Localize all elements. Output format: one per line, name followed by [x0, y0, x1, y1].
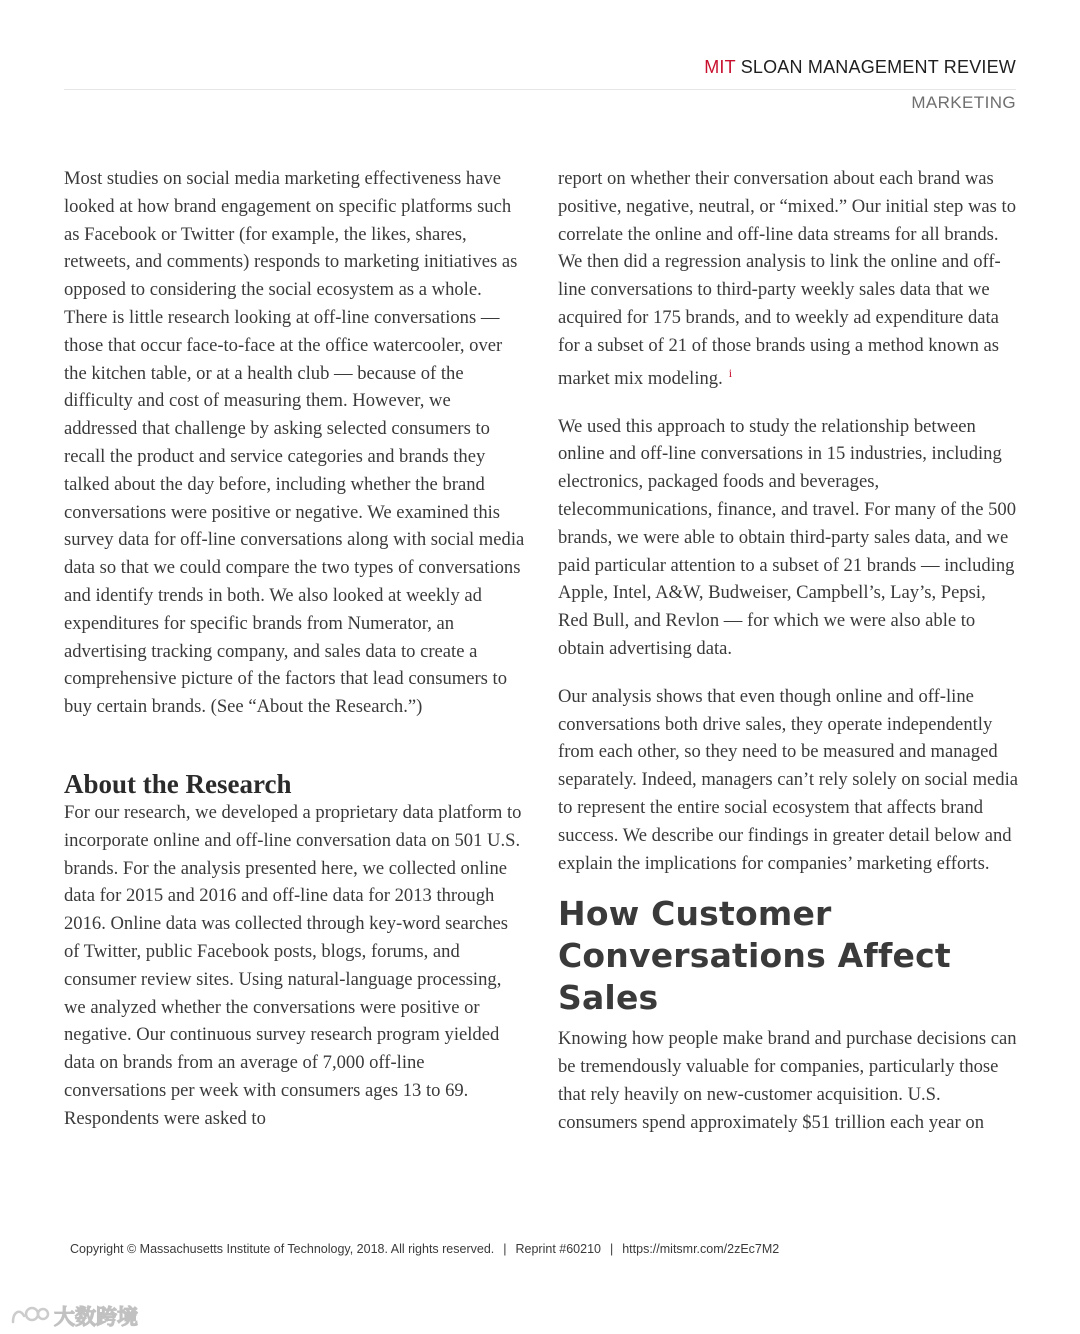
footnote-link[interactable]: i	[728, 365, 733, 380]
industries-paragraph: We used this approach to study the relationship between online and off-line conversations in 15 industries, including electronics, packaged foods and beverages, telecommunications, finance, and travel. For many of the 500 brands, we were able to obtain third-party sales data, and we paid particular attention to a subset of 21 brands — including Apple, Intel, A&W, Budweiser, Campbell’s, Lay’s, Pepsi, Red Bull, and Revlon — for which we were also able to obtain advertising data.	[558, 415, 1016, 659]
masthead-title: SLOAN MANAGEMENT REVIEW	[740, 57, 1016, 77]
right-column	[558, 165, 1020, 1137]
publication-masthead	[704, 57, 1016, 78]
methodology-text: report on whether their conversation about each brand was positive, negative, neutral, or “mixed.” Our initial step was to correlate the online and off-line data streams for all brands. We then did a regression analysis to link the online and off-line conversations to third-party weekly sales data that we acquired for 175 brands, and to weekly ad expenditure data for a subset of 21 of those brands using a method known as market mix modeling.	[558, 168, 1017, 389]
header-divider	[64, 89, 1016, 90]
about-research-paragraph: For our research, we developed a proprietary data platform to incorporate online and off-line conversation data on 501 U.S. brands. For the analysis presented here, we collected online data for 2015 and 2016 and off-line data for 2013 through 2016. Online data was collected through key-word searches of Twitter, public Facebook posts, blogs, forums, and consumer review sites. Using natural-language processing, we analyzed whether the conversations were positive or negative. Our continuous survey research program yielded data on brands from an average of 7,000 off-line conversations per week with consumers ages 13 to 69. Respondents were asked to	[64, 801, 522, 1129]
section-heading: How Customer Conversations Affect Sales	[558, 894, 951, 1018]
masthead-mit: MIT	[704, 57, 736, 77]
purchase-decisions-paragraph: Knowing how people make brand and purchase decisions can be tremendously valuable for companies, particularly those that rely heavily on new-customer acquisition. U.S. consumers spend approximately $51 trillion each year on	[558, 1028, 1017, 1133]
watermark-text: 大数跨境	[54, 1305, 138, 1329]
left-column	[64, 165, 526, 1133]
page-footer	[70, 1242, 779, 1256]
about-research-heading: About the Research	[64, 768, 292, 799]
reprint-url-link[interactable]: https://mitsmr.com/2zEc7M2	[622, 1242, 780, 1256]
footer-separator: |	[609, 1242, 614, 1256]
reprint-number: Reprint #60210	[515, 1242, 601, 1256]
analysis-paragraph: Our analysis shows that even though online and off-line conversations both drive sales, they operate independently from each other, so they need to be measured and managed separately. Indeed, managers can’t rely solely on social media to represent the entire social ecosystem that affects brand success. We describe our findings in greater detail below and explain the implications for companies’ marketing efforts.	[558, 685, 1019, 874]
copyright-text: Copyright © Massachusetts Institute of Technology, 2018. All rights reserved.	[70, 1242, 495, 1256]
section-label: MARKETING	[911, 93, 1016, 112]
methodology-paragraph	[558, 165, 1020, 393]
intro-paragraph: Most studies on social media marketing effectiveness have looked at how brand engagement on specific platforms such as Facebook or Twitter (for example, the likes, shares, retweets, and comments) responds to marketing initiatives as opposed to considering the social ecosystem as a whole. There is little research looking at off-line conversations — those that occur face-to-face at the office watercooler, over the kitchen table, or at a health club — because of the difficulty and cost of measuring them. However, we addressed that challenge by asking selected consumers to recall the product and service categories and brands they talked about the day before, including whether the brand conversations were positive or negative. We examined this survey data for off-line conversations along with social media data so that we could compare the two types of conversations and identify trends in both. We also looked at weekly ad expenditures for specific brands from Numerator, an advertising tracking company, and sales data to create a comprehensive picture of the factors that lead consumers to buy certain brands. (See “About the Research.”)	[64, 168, 525, 718]
watermark	[10, 1301, 138, 1331]
watermark-logo-icon	[10, 1304, 50, 1328]
footer-separator: |	[503, 1242, 507, 1256]
